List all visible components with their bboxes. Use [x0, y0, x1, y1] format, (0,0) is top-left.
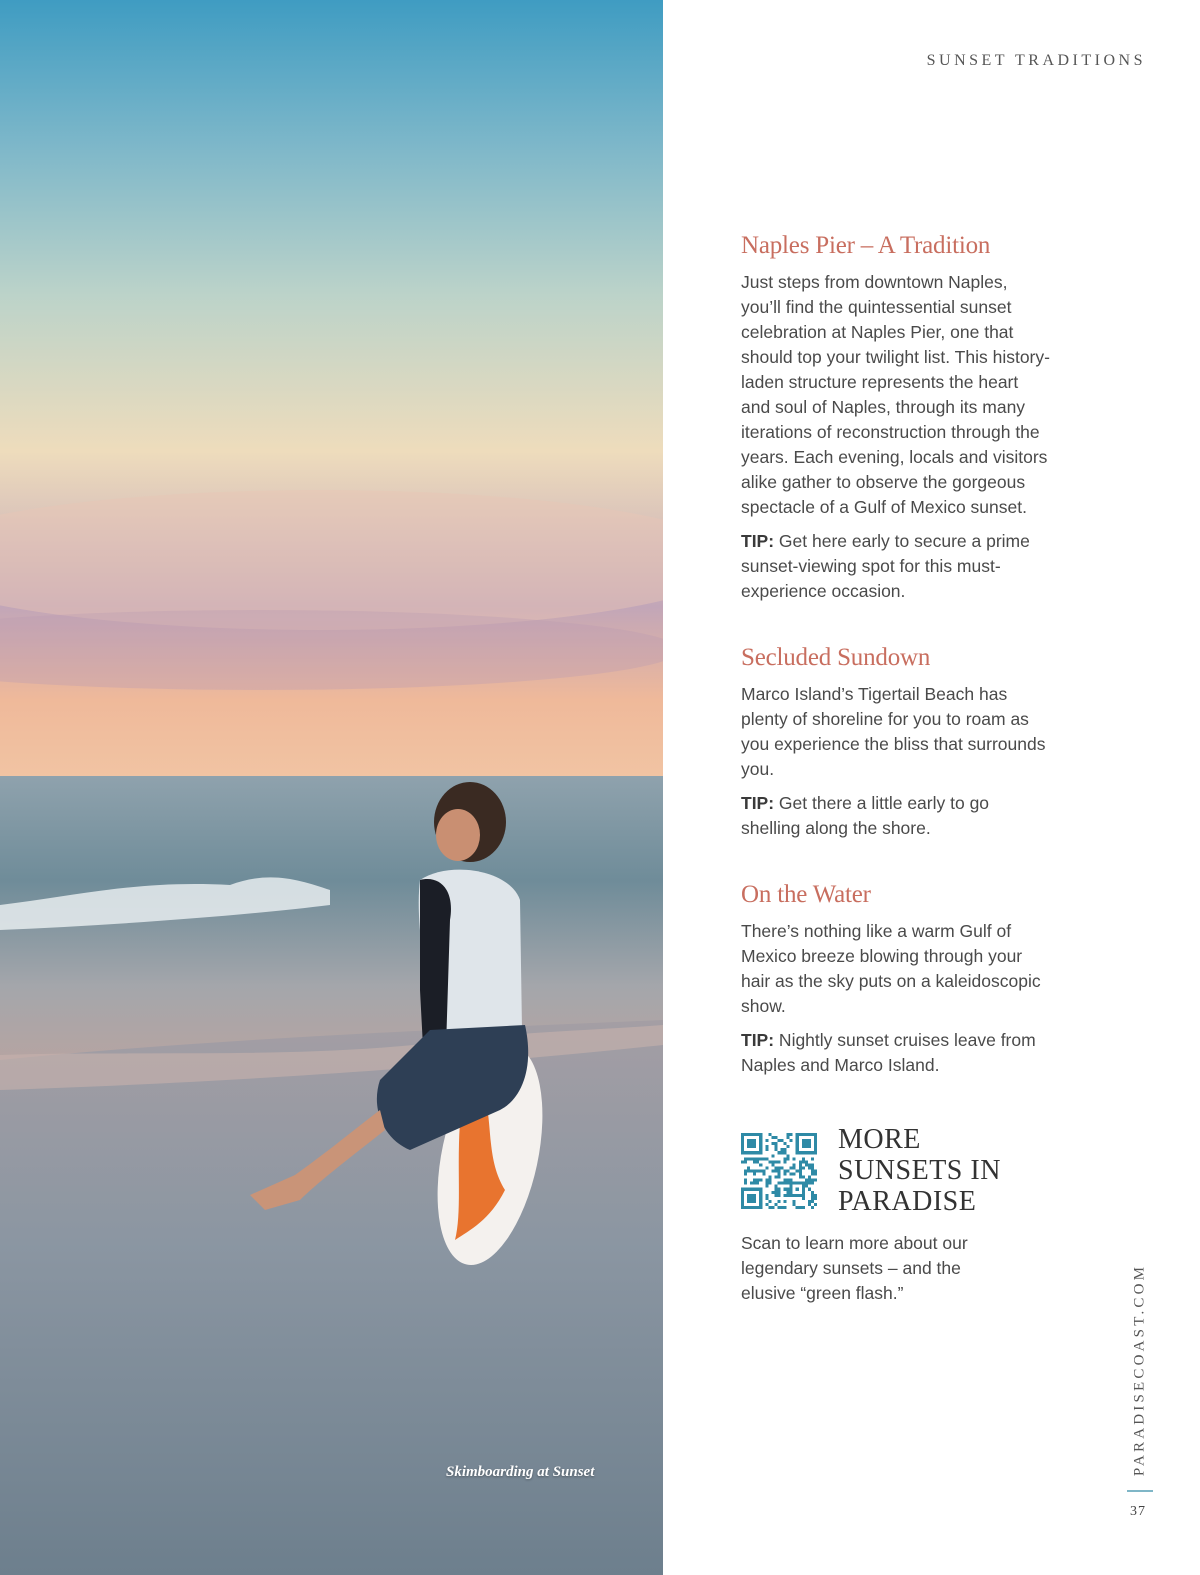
article-column [741, 232, 1051, 1306]
tip-label: TIP: [741, 793, 775, 813]
tip-text: Get there a little early to go shelling along the shore. [741, 793, 990, 838]
section-tip [741, 791, 1051, 841]
callout-text: Scan to learn more about our legendary sunsets – and the elusive “green flash.” [741, 1233, 968, 1303]
photo-caption: Skimboarding at Sunset [446, 1464, 595, 1480]
section-header: SUNSET TRADITIONS [926, 52, 1146, 69]
page-number: 37 [1130, 1504, 1146, 1519]
footer-rule [1127, 1490, 1153, 1492]
tip-text: Get here early to secure a prime sunset-viewing spot for this must-experience occasion. [741, 531, 1030, 601]
tip-label: TIP: [741, 531, 775, 551]
tip-label: TIP: [741, 1030, 775, 1050]
section-body: There’s nothing like a warm Gulf of Mexico breeze blowing through your hair as the sky puts on a kaleidoscopic show. [741, 921, 1041, 1016]
qr-code-icon[interactable] [741, 1133, 817, 1209]
section-body: Just steps from downtown Naples, you’ll find the quintessential sunset celebration at Naples Pier, one that should top your twilight list. This history-laden structure represents the heart and soul of Naples, through its many iterations of reconstruction through the years. Each evening, locals and visitors alike gather to observe the gorgeous spectacle of a Gulf of Mexico sunset. [741, 272, 1050, 517]
section-heading: Naples Pier – A Tradition [741, 232, 991, 259]
website-url [1130, 1263, 1150, 1477]
callout-title [838, 1124, 1001, 1217]
section-on-the-water [741, 881, 1051, 1078]
section-body: Marco Island’s Tigertail Beach has plenty of shoreline for you to roam as you experience the bliss that surrounds you. [741, 684, 1046, 779]
section-tip [741, 1028, 1051, 1078]
section-tip [741, 529, 1051, 604]
more-sunsets-callout [741, 1124, 1051, 1306]
section-naples-pier [741, 232, 1051, 604]
callout-title-line: SUNSETS IN [838, 1155, 1001, 1186]
callout-title-line: MORE [838, 1124, 921, 1155]
callout-title-line: PARADISE [838, 1186, 977, 1217]
tip-text: Nightly sunset cruises leave from Naples and Marco Island. [741, 1030, 1036, 1075]
website-text: PARADISECOAST.COM [1131, 1263, 1148, 1477]
section-secluded-sundown [741, 644, 1051, 841]
section-heading: Secluded Sundown [741, 644, 931, 671]
section-heading: On the Water [741, 881, 871, 908]
